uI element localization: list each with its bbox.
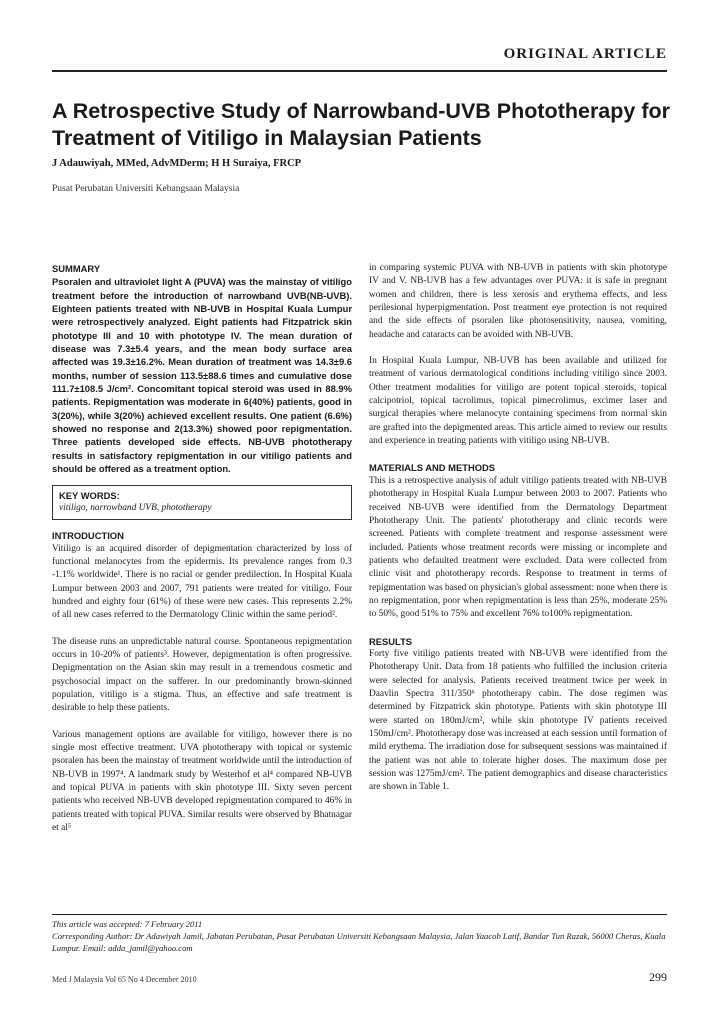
keywords-box [52, 485, 352, 521]
summary-heading: SUMMARY [52, 263, 101, 274]
journal-reference: Med J Malaysia Vol 65 No 4 December 2010 [52, 975, 197, 984]
keywords-text: vitiligo, narrowband UVB, phototherapy [59, 502, 212, 513]
left-column [52, 262, 352, 835]
accepted-date: This article was accepted: 7 February 2011 [52, 919, 203, 929]
keywords-heading: KEY WORDS: [59, 489, 120, 501]
article-affiliation: Pusat Perubatan Universiti Kebangsaan Malaysia [52, 184, 240, 194]
header-divider [52, 70, 667, 72]
article-authors: J Adauwiyah, MMed, AdvMDerm; H H Suraiya, FRCP [52, 158, 302, 169]
footer-divider [52, 914, 667, 915]
summary-text: Psoralen and ultraviolet light A (PUVA) was the mainstay of vitiligo treatment before the introduction of narrowband UVB(NB-UVB). Eighteen patients treated with NB-UVB in Hospital Kuala Lumpur were retrospectively analyzed. Eight patients had Fitzpatrick skin phototype III and 10 with phototype IV. The mean duration of disease was 7.3±5.4 years, and the mean body surface area affected was 19.3±16.2%. Mean duration of treatment was 14.3±9.6 months, number of session 113.5±88.6 times and cumulative dose 111.7±108.5 J/cm². Concomitant topical steroid was used in 88.9% patients. Repigmentation was moderate in 6(40%) patients, good in 3(20%), while 3(20%) achieved excellent results. One patient (6.6%) showed no response and 2(13.3%) showed poor repigmentation. Three patients developed side effects. NB-UVB phototherapy results in satisfactory repigmentation in our vitiligo patients and should be offered as a treatment option. [52, 276, 352, 475]
page-number: 299 [649, 970, 667, 984]
footer-notes [52, 918, 667, 954]
introduction-paragraph: The disease runs an unpredictable natural course. Spontaneous repigmentation occurs in 10-20% of patients³. However, depigmentation is often progressive. Depigmentation on the Asian skin may result in a tremendous cosmetic and psychosocial impact on the sufferer. In our predominantly brown-skinned population, vitiligo is a stigma. Thus, an effective and safe treatment is desirable to help these patients. [52, 636, 352, 714]
introduction-paragraph: Vitiligo is an acquired disorder of depigmentation characterized by loss of functional melanocytes from the epidermis. Its prevalence ranges from 0.3 -1.1% worldwide¹. There is no racial or gender predilection. In Hospital Kuala Lumpur between 2003 and 2007, 791 patients were treated for vitiligo. Four hundred and eighty four (61%) of these were new cases. This represents 2.2% of all new cases referred to the Dermatology Clinic within the same period². [52, 543, 352, 621]
introduction-section [52, 529, 352, 835]
corresponding-author: Corresponding Author: Dr Adawiyah Jamil, Jabatan Perubatan, Pusat Perubatan Universiti Kebangsaan Malaysia, Jalan Yaacob Latif, Bandar Tun Razak, 56000 Cheras, Kuala Lumpur. Email: adda_jamil@yahoo.com [52, 931, 666, 953]
introduction-continued-paragraph: In Hospital Kuala Lumpur, NB-UVB has been available and utilized for treatment of various dermatological conditions including vitiligo since 2003. Other treatment modalities for vitiligo are potent topical steroids, topical calcipotriol, topical tacrolimus, topical pimecrolimus, excimer laser and surgical therapies where melanocyte containing specimens from normal skin are grafted into the depigmented areas. This article aimed to review our results and experience in treating patients with vitiligo using NB-UVB. [369, 356, 667, 447]
right-column [369, 262, 667, 795]
introduction-continued-paragraph: in comparing systemic PUVA with NB-UVB in patients with skin phototype IV and V. NB-UVB has a few advantages over PUVA: it is safe in pregnant women and children, there is less xerosis and erythema effects, and less perilesional hyperpigmentation. Post treatment eye protection is not required and the side effects of psoralen like photosensitivity, nausea, vomiting, headache and cataracts can be avoided with NB-UVB. [369, 263, 667, 340]
methods-paragraph: This is a retrospective analysis of adult vitiligo patients treated with NB-UVB phototherapy in Hospital Kuala Lumpur between 2003 to 2007. Patients who received NB-UVB were identified from the Dermatology Department Phototherapy Unit. The patients' phototherapy and clinic records were screened. Patients with complete treatment and response assessment were included. Patients whose treatment records were missing or incomplete and patients who defaulted treatment were excluded. Data were collected from clinic visit and phototherapy records. Response to treatment in terms of repigmentation was based on physician's global assessment: none when there is no repigmentation, poor when repigmentation is less than 25%, moderate 25% to 50%, good 51% to 75% and excellent 76% to100% repigmentation. [369, 475, 667, 620]
introduction-heading: INTRODUCTION [52, 530, 124, 542]
article-title: A Retrospective Study of Narrowband-UVB Phototherapy for Treatment of Vitiligo in Malaysian Patients [52, 99, 670, 150]
introduction-paragraph: Various management options are available for vitiligo, however there is no single most effective treatment. UVA phototherapy with topical or systemic psoralen has been the mainstay of treatment worldwide until the introduction of NB-UVB in 1997⁴. A landmark study by Westerhof et al⁴ compared NB-UVB and topical PUVA in patients with skin phototype III. Sixty seven percent patients who received NB-UVB developed repigmentation compared to 46% in patients treated with topical PUVA. Similar results were observed by Bhatnagar et al⁵ [52, 729, 352, 834]
summary-section [52, 262, 352, 476]
methods-heading: MATERIALS AND METHODS [369, 462, 496, 474]
results-heading: RESULTS [369, 635, 413, 647]
section-label: ORIGINAL ARTICLE [503, 46, 667, 62]
results-paragraph: Forty five vitiligo patients treated with NB-UVB were identified from the Phototherapy Unit. Data from 18 patients who fulfilled the inclusion criteria were selected for analysis. Patients received treatment twice per week in Daavlin Spectra 311/350⁶ phototherapy cabin. The dose regimen was determined by Fitzpatrick skin phototype. Patients with skin phototype III were started on 180mJ/cm², while skin phototype IV patients received 150mJ/cm². Phototherapy dose was increased at each session until formation of mild erythema. The irradiation dose for subsequent sessions was maintained if the patient was not able to tolerate higher doses. The maximum dose per session was 1275mJ/cm². The patient demographics and disease characteristics are shown in Table 1. [369, 648, 667, 793]
